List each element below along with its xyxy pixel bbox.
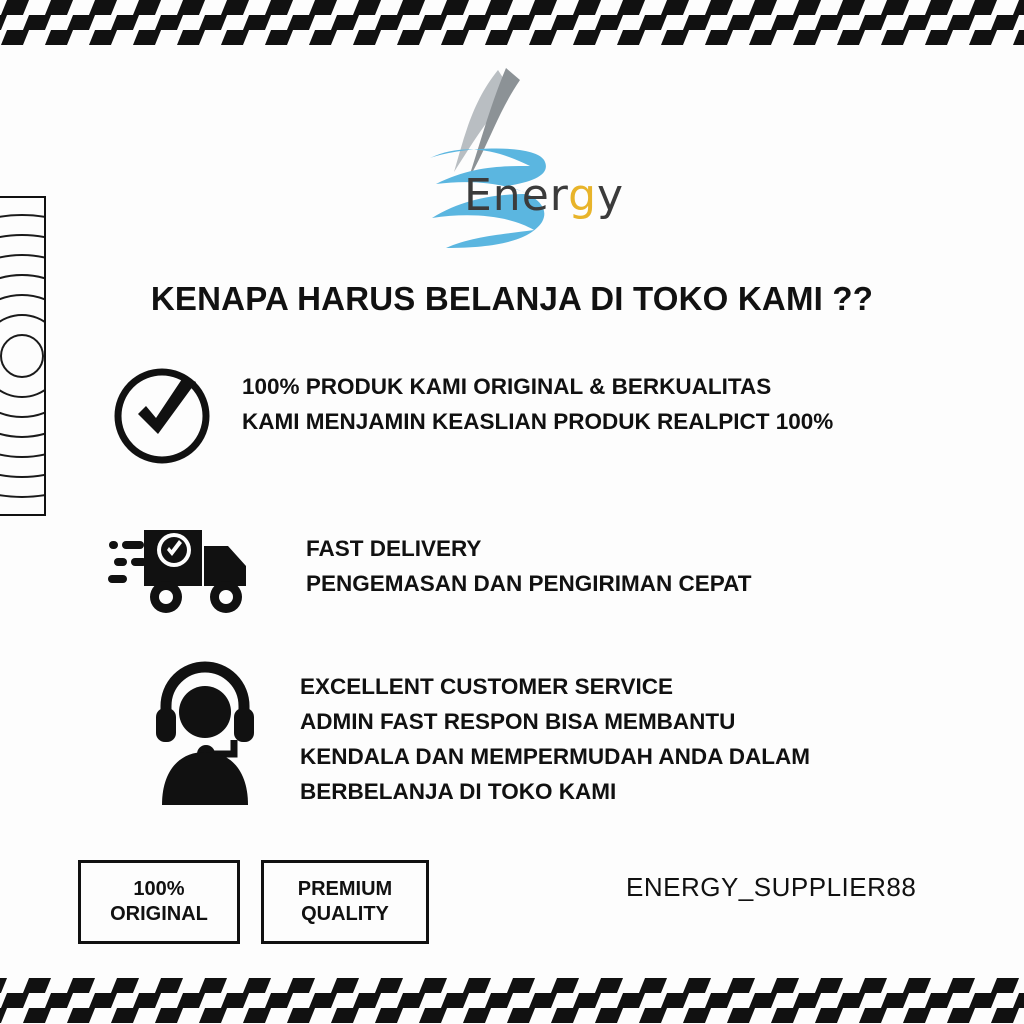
badge-original-line-2: ORIGINAL	[110, 903, 208, 925]
logo-wordmark	[464, 170, 624, 221]
badge-original	[78, 860, 240, 944]
feature-quality-line-1: 100% PRODUK KAMI ORIGINAL & BERKUALITAS	[242, 374, 772, 399]
logo-wordmark-accent: g	[568, 170, 598, 221]
feature-delivery	[108, 512, 751, 622]
feature-quality-text	[242, 370, 833, 440]
badge-original-line-1: 100%	[133, 878, 185, 900]
feature-cs-line-4: BERBELANJA DI TOKO KAMI	[300, 778, 617, 804]
badge-premium-line-1: PREMIUM	[297, 878, 393, 900]
feature-cs-line-2: ADMIN FAST RESPON BISA MEMBANTU	[300, 708, 736, 734]
logo-wordmark-main: Ener	[464, 170, 569, 221]
logo-swoosh-icon	[402, 62, 625, 252]
feature-quality	[108, 362, 833, 470]
brand-logo	[0, 62, 1024, 252]
delivery-truck-icon	[108, 512, 254, 622]
feature-customer-service	[150, 660, 810, 810]
checkered-border-bottom	[0, 978, 1024, 1024]
feature-customer-service-text	[300, 670, 810, 810]
checkered-border-top	[0, 0, 1024, 46]
feature-quality-line-2: KAMI MENJAMIN KEASLIAN PRODUK REALPICT 100%	[242, 408, 834, 434]
check-circle-icon	[108, 362, 216, 470]
badge-premium-line-2: QUALITY	[301, 903, 389, 925]
badge-premium-quality	[261, 860, 429, 944]
logo-wordmark-tail: y	[597, 170, 625, 221]
feature-delivery-line-1: FAST DELIVERY	[306, 536, 482, 561]
feature-cs-line-3: KENDALA DAN MEMPERMUDAH ANDA DALAM	[300, 743, 810, 769]
feature-cs-line-1: EXCELLENT CUSTOMER SERVICE	[300, 674, 673, 699]
customer-service-icon	[150, 660, 260, 805]
feature-delivery-text	[306, 532, 751, 602]
shop-handle: ENERGY_SUPPLIER88	[626, 872, 917, 902]
page-title: KENAPA HARUS BELANJA DI TOKO KAMI ??	[150, 280, 874, 317]
feature-delivery-line-2: PENGEMASAN DAN PENGIRIMAN CEPAT	[306, 570, 752, 596]
